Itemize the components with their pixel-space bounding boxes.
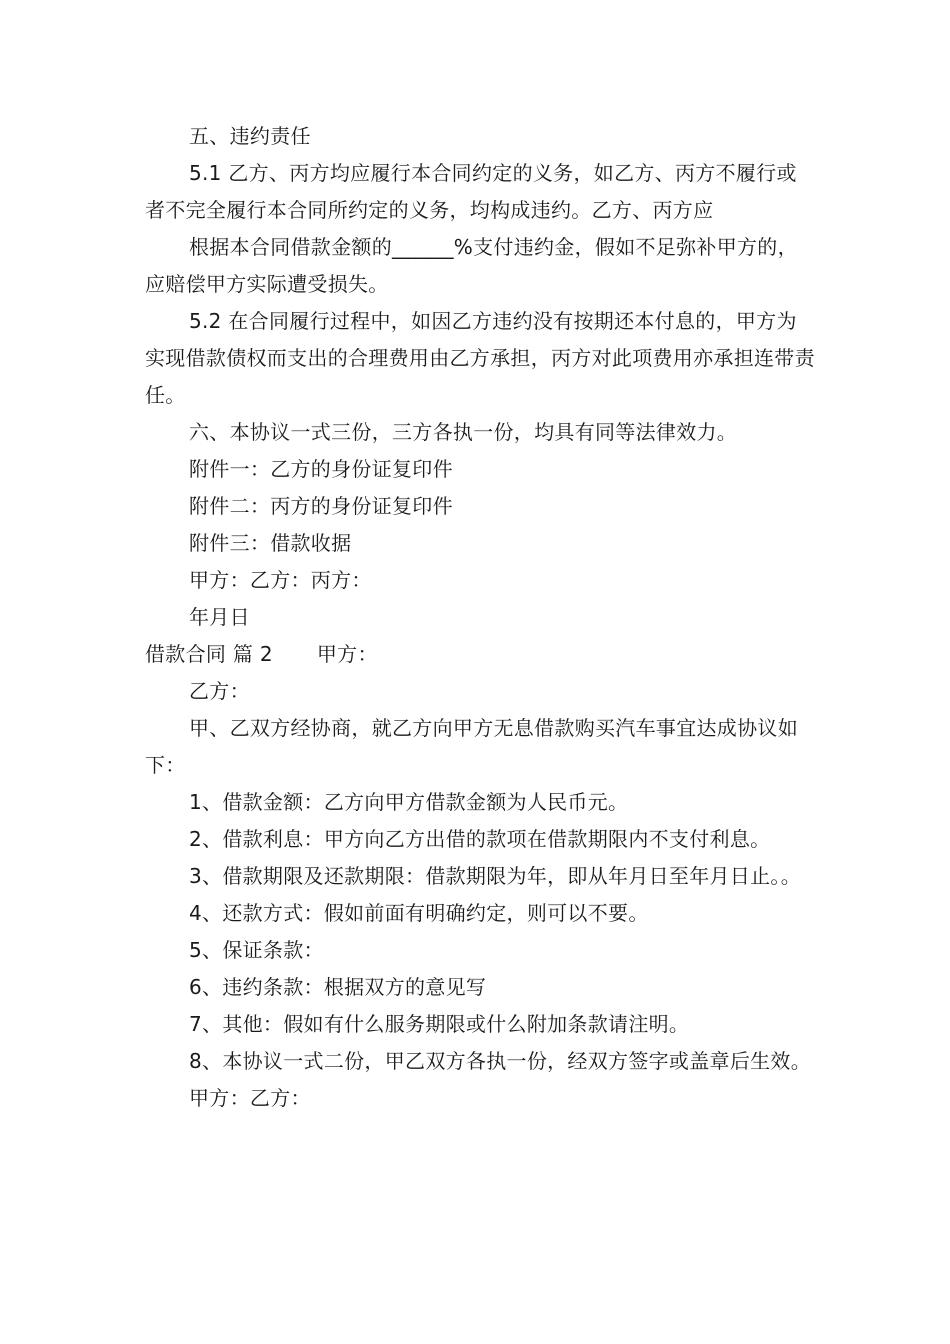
- section2-item-2: 2、借款利息：甲方向乙方出借的款项在借款期限内不支付利息。: [189, 827, 771, 851]
- section2-item-3: 3、借款期限及还款期限：借款期限为年，即从年月日至年月日止。。: [189, 864, 802, 888]
- section2-title: 借款合同 篇 2: [145, 642, 273, 666]
- document-body: [145, 118, 815, 1117]
- section2-item-6: 6、违约条款：根据双方的意见写: [189, 975, 487, 999]
- attachment-3: 附件三：借款收据: [189, 531, 352, 555]
- section2-item-1: 1、借款金额：乙方向甲方借款金额为人民币元。: [189, 790, 629, 814]
- section2-item-5: 5、保证条款：: [189, 938, 324, 962]
- section2-heading-line: [145, 636, 815, 673]
- section2-intro: 甲、乙双方经协商，就乙方向甲方无息借款购买汽车事宜达成协议如下：: [145, 716, 798, 777]
- section2-party-b: 乙方：: [189, 679, 250, 703]
- signature-parties: 甲方：乙方：丙方：: [189, 568, 372, 592]
- section2-party-a: 甲方：: [316, 642, 378, 666]
- clause-copies: 六、本协议一式三份，三方各执一份，均具有同等法律效力。: [189, 420, 738, 444]
- attachment-1: 附件一：乙方的身份证复印件: [189, 457, 453, 481]
- section-heading-breach: 五、违约责任: [189, 124, 311, 148]
- clause-5-1-continued: 根据本合同借款金额的______%支付违约金，假如不足弥补甲方的，应赔偿甲方实际遭受损失。: [145, 235, 798, 296]
- section2-signatures: 甲方：乙方：: [189, 1086, 311, 1110]
- section2-item-4: 4、还款方式：假如前面有明确约定，则可以不要。: [189, 901, 649, 925]
- section2-item-7: 7、其他：假如有什么服务期限或什么附加条款请注明。: [189, 1012, 690, 1036]
- clause-5-2: 5.2 在合同履行过程中，如因乙方违约没有按期还本付息的，甲方为实现借款债权而支出的合理费用由乙方承担，丙方对此项费用亦承担连带责任。: [145, 309, 815, 407]
- signature-date: 年月日: [189, 605, 250, 629]
- attachment-2: 附件二：丙方的身份证复印件: [189, 494, 453, 518]
- section2-item-8: 8、本协议一式二份，甲乙双方各执一份，经双方签字或盖章后生效。: [189, 1049, 812, 1073]
- clause-5-1: 5.1 乙方、丙方均应履行本合同约定的义务，如乙方、丙方不履行或者不完全履行本合同所约定的义务，均构成违约。乙方、丙方应: [145, 161, 797, 222]
